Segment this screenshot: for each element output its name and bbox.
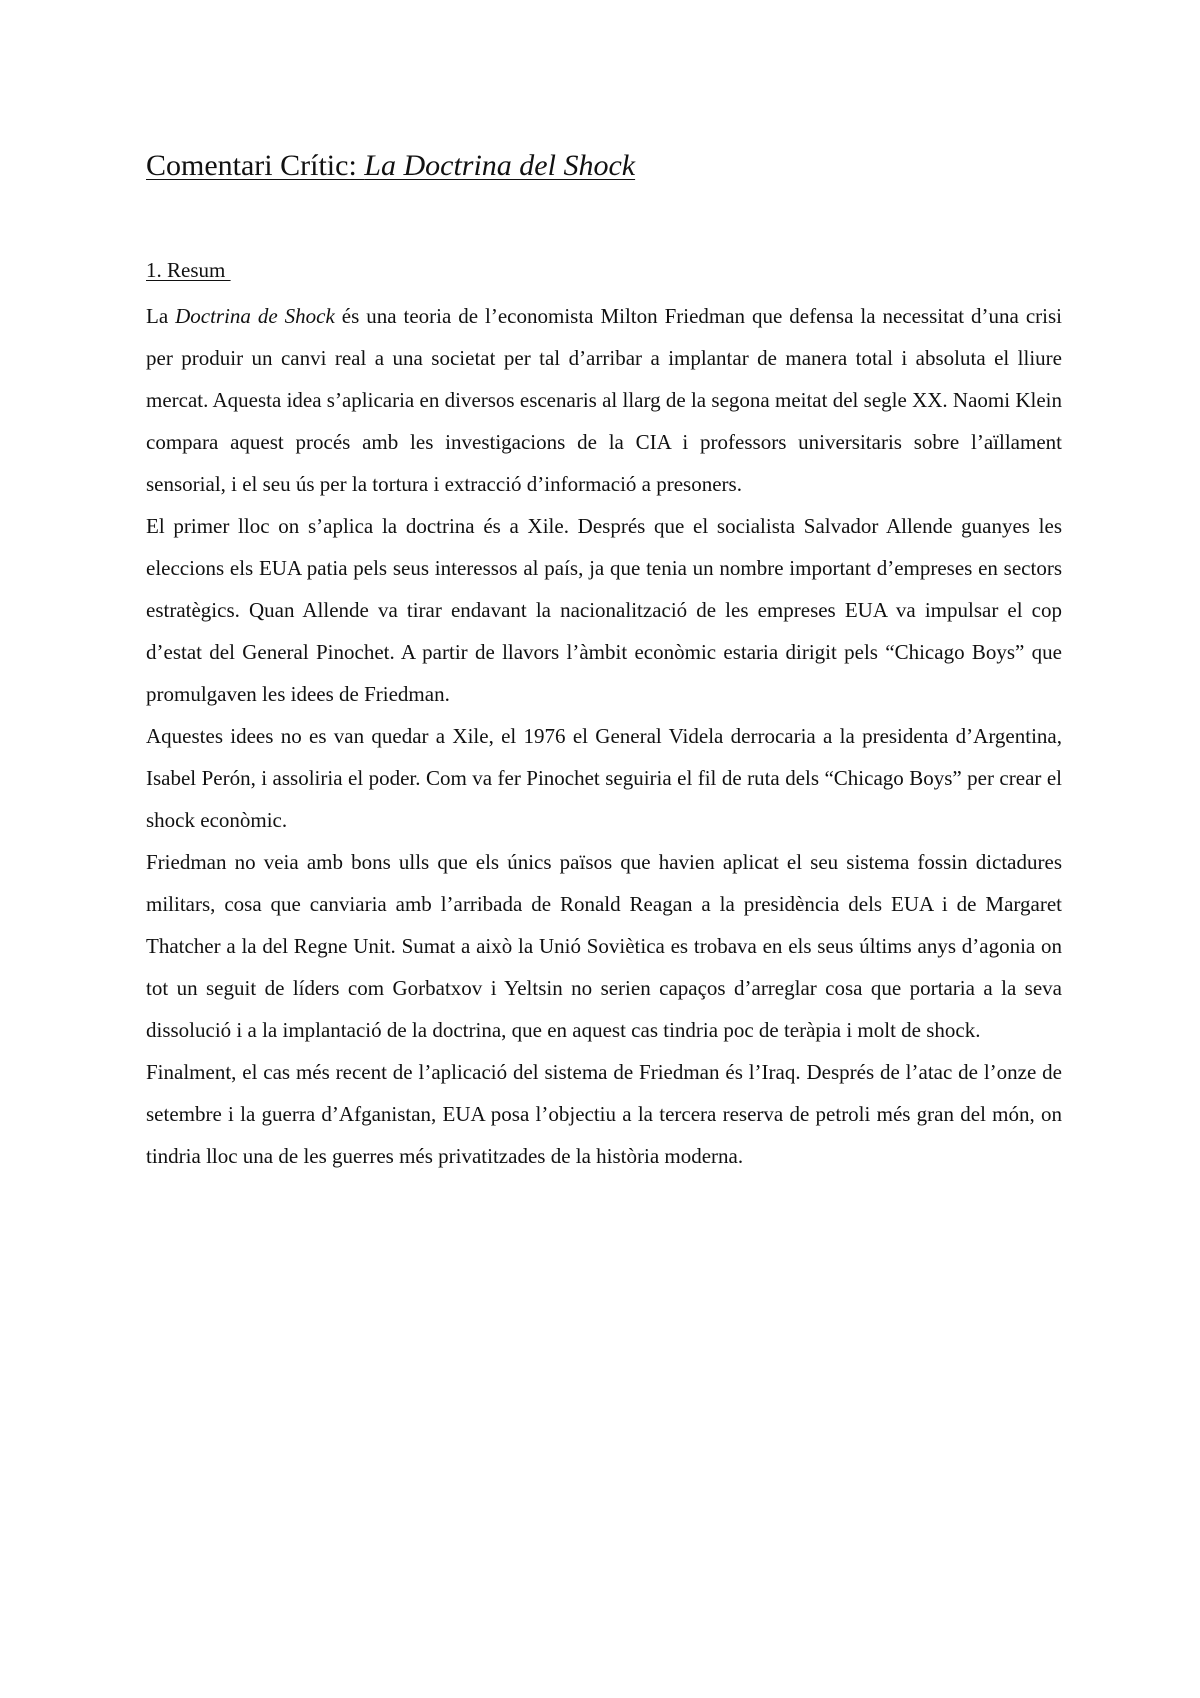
title-prefix: Comentari Crític: — [146, 149, 365, 182]
paragraph-4: Friedman no veia amb bons ulls que els únics països que havien aplicat el seu sistema fossin dictadures militars, cosa que canviaria amb l’arribada de Ronald Reagan a la presidència dels EUA i de Margaret Thatcher a la del Regne Unit. Sumat a això la Unió Soviètica es trobava en els seus últims anys d’agonia on tot un seguit de líders com Gorbatxov i Yeltsin no serien capaços d’arreglar cosa que portaria a la seva dissolució i a la implantació de la doctrina, que en aquest cas tindria poc de teràpia i molt de shock. — [146, 850, 1062, 1042]
section-heading-resum: 1. Resum — [146, 258, 231, 282]
paragraph-1 — [146, 295, 1062, 505]
title-book-name: La Doctrina del Shock — [364, 149, 636, 182]
paragraph-1-rest: és una teoria de l’economista Milton Friedman que defensa la necessitat d’una crisi per produir un canvi real a una societat per tal d’arribar a implantar de manera total i absoluta el lliure mercat. Aquesta idea s’aplicaria en diversos escenaris al llarg de la segona meitat del segle XX. Naomi Klein compara aquest procés amb les investigacions de la CIA i professors universitaris sobre l’aïllament sensorial, i el seu ús per la tortura i extracció d’informació a presoners. — [146, 304, 1062, 496]
paragraph-3: Aquestes idees no es van quedar a Xile, el 1976 el General Videla derrocaria a la presidenta d’Argentina, Isabel Perón, i assoliria el poder. Com va fer Pinochet seguiria el fil de ruta dels “Chicago Boys” per crear el shock econòmic. — [146, 724, 1062, 832]
document-title — [146, 146, 635, 186]
paragraph-2: El primer lloc on s’aplica la doctrina és a Xile. Després que el socialista Salvador Allende guanyes les eleccions els EUA patia pels seus interessos al país, ja que tenia un nombre important d’empreses en sectors estratègics. Quan Allende va tirar endavant la nacionalització de les empreses EUA va impulsar el cop d’estat del General Pinochet. A partir de llavors l’àmbit econòmic estaria dirigit pels “Chicago Boys” que promulgaven les idees de Friedman. — [146, 514, 1062, 706]
paragraph-5: Finalment, el cas més recent de l’aplicació del sistema de Friedman és l’Iraq. Després de l’atac de l’onze de setembre i la guerra d’Afganistan, EUA posa l’objectiu a la tercera reserva de petroli més gran del món, on tindria lloc una de les guerres més privatitzades de la història moderna. — [146, 1060, 1062, 1168]
document-body — [146, 295, 1062, 1177]
paragraph-1-lead: La — [146, 304, 176, 328]
paragraph-1-italic: Doctrina de Shock — [175, 304, 335, 328]
